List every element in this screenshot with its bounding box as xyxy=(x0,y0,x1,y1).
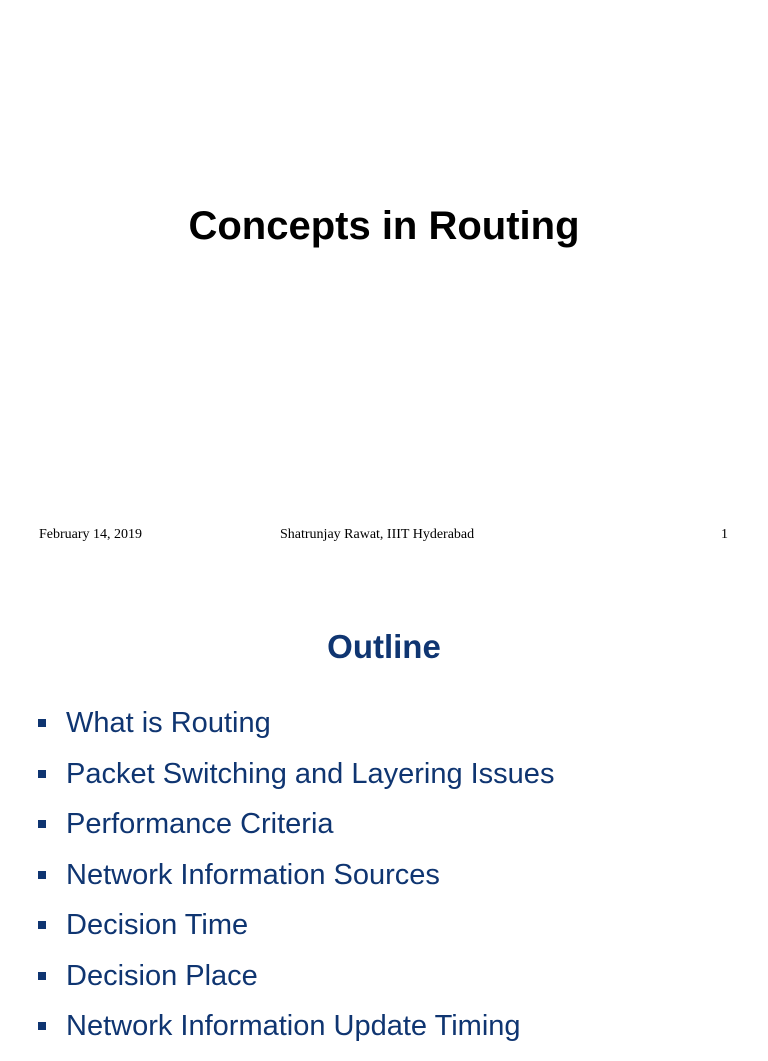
outline-item-label: Packet Switching and Layering Issues xyxy=(66,757,555,790)
footer-page-number: 1 xyxy=(721,527,728,542)
outline-item xyxy=(38,758,554,809)
outline-item xyxy=(38,909,554,960)
outline-item xyxy=(38,808,554,859)
outline-item xyxy=(38,1010,554,1061)
outline-item xyxy=(38,859,554,910)
slide-outline xyxy=(0,576,768,1042)
outline-item-label: Decision Place xyxy=(66,959,258,992)
footer-author: Shatrunjay Rawat, IIIT Hyderabad xyxy=(280,527,475,542)
outline-item-label: What is Routing xyxy=(66,707,271,739)
square-bullet-icon xyxy=(38,1022,46,1030)
slide-title-heading: Concepts in Routing xyxy=(188,204,580,248)
square-bullet-icon xyxy=(38,921,46,929)
square-bullet-icon xyxy=(38,972,46,980)
outline-heading: Outline xyxy=(327,628,441,665)
outline-item-label: Network Information Update Timing xyxy=(66,1010,521,1042)
outline-item xyxy=(38,960,554,1011)
square-bullet-icon xyxy=(38,770,46,778)
outline-item-label: Network Information Sources xyxy=(66,858,440,891)
outline-item-label: Decision Time xyxy=(66,909,249,941)
square-bullet-icon xyxy=(38,719,46,727)
outline-item-label: Performance Criteria xyxy=(66,808,334,840)
square-bullet-icon xyxy=(38,871,46,879)
outline-item xyxy=(38,707,554,758)
footer-date: February 14, 2019 xyxy=(39,527,143,542)
square-bullet-icon xyxy=(38,820,46,828)
outline-list xyxy=(38,707,554,1061)
